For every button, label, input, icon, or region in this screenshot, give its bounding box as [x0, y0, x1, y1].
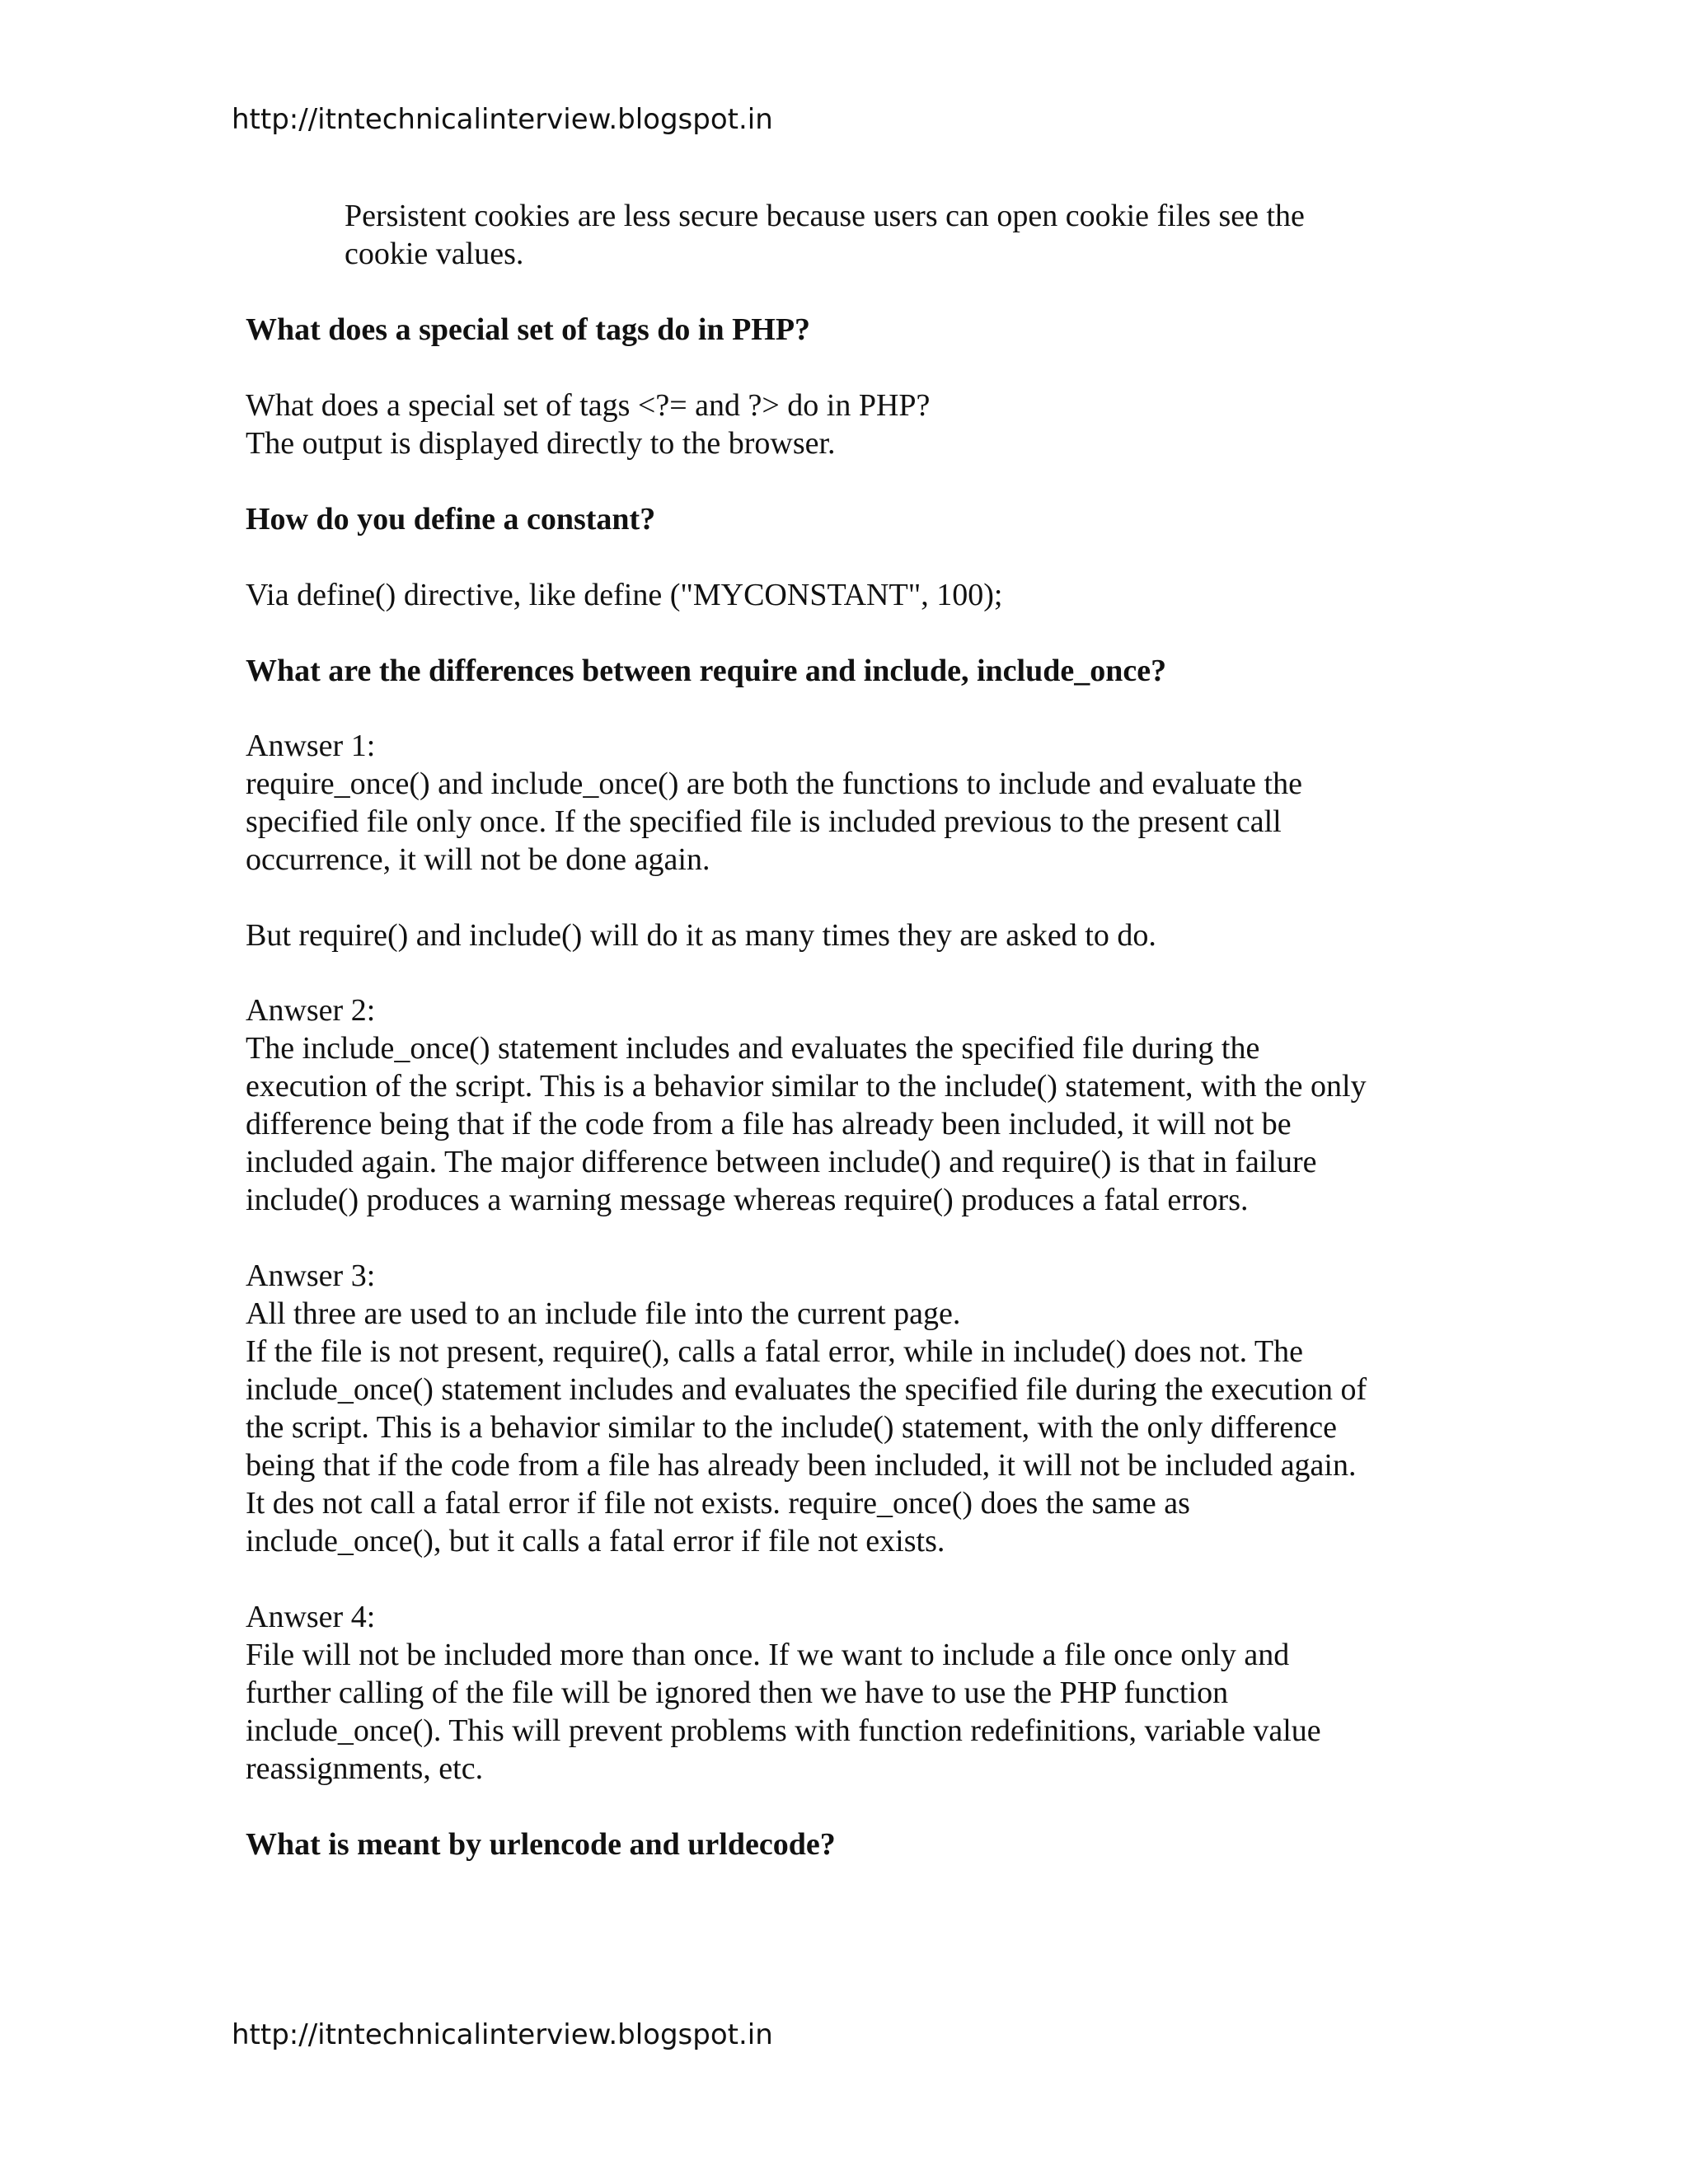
answer-4-line-2: further calling of the file will be ignored then we have to use the PHP function — [246, 1675, 1229, 1710]
answer-3-label: Anwser 3: — [246, 1258, 376, 1293]
intro-line-1: Persistent cookies are less secure because users can open cookie files see the — [345, 199, 1305, 233]
answer-1-label: Anwser 1: — [246, 729, 376, 763]
answer-4-line-4: reassignments, etc. — [246, 1751, 484, 1786]
answer-3-line-3: include_once() statement includes and evaluates the specified file during the execution of — [246, 1372, 1367, 1407]
answer-special-tags-line-1: What does a special set of tags <?= and ?> do in PHP? — [246, 388, 931, 423]
answer-4-line-1: File will not be included more than once. If we want to include a file once only and — [246, 1638, 1290, 1672]
answer-2-line-5: include() produces a warning message whereas require() produces a fatal errors. — [246, 1183, 1249, 1217]
answer-4-label: Anwser 4: — [246, 1600, 376, 1634]
answer-3-line-7: include_once(), but it calls a fatal error if file not exists. — [246, 1524, 945, 1558]
answer-define-constant: Via define() directive, like define ("MYCONSTANT", 100); — [246, 578, 1003, 612]
question-urlencode: What is meant by urlencode and urldecode? — [246, 1827, 836, 1862]
answer-2-line-2: execution of the script. This is a behavior similar to the include() statement, with the only — [246, 1069, 1367, 1104]
answer-special-tags-line-2: The output is displayed directly to the browser. — [246, 426, 836, 461]
answer-2-line-3: difference being that if the code from a file has already been included, it will not be — [246, 1107, 1292, 1141]
answer-1-line-2: specified file only once. If the specified file is included previous to the present call — [246, 804, 1282, 839]
answer-3-line-2: If the file is not present, require(), calls a fatal error, while in include() does not. The — [246, 1334, 1303, 1369]
answer-3-line-4: the script. This is a behavior similar to the include() statement, with the only difference — [246, 1410, 1338, 1445]
answer-4-line-3: include_once(). This will prevent problems with function redefinitions, variable value — [246, 1713, 1321, 1748]
footer-url: http://itntechnicalinterview.blogspot.in — [232, 2018, 773, 2051]
answer-1-line-4: But require() and include() will do it as many times they are asked to do. — [246, 918, 1156, 953]
question-special-tags: What does a special set of tags do in PHP? — [246, 312, 811, 347]
question-require-include: What are the differences between require and include, include_once? — [246, 654, 1167, 688]
answer-2-line-4: included again. The major difference between include() and require() is that in failure — [246, 1145, 1317, 1179]
answer-3-line-1: All three are used to an include file into the current page. — [246, 1296, 961, 1331]
answer-3-line-5: being that if the code from a file has already been included, it will not be included again. — [246, 1448, 1357, 1483]
intro-line-2: cookie values. — [345, 237, 524, 271]
answer-1-line-3: occurrence, it will not be done again. — [246, 842, 710, 877]
answer-2-line-1: The include_once() statement includes and evaluates the specified file during the — [246, 1031, 1260, 1066]
answer-2-label: Anwser 2: — [246, 993, 376, 1028]
answer-1-line-1: require_once() and include_once() are both the functions to include and evaluate the — [246, 766, 1302, 801]
header-url: http://itntechnicalinterview.blogspot.in — [232, 103, 773, 136]
answer-3-line-6: It des not call a fatal error if file not exists. require_once() does the same as — [246, 1486, 1190, 1521]
question-define-constant: How do you define a constant? — [246, 502, 656, 537]
